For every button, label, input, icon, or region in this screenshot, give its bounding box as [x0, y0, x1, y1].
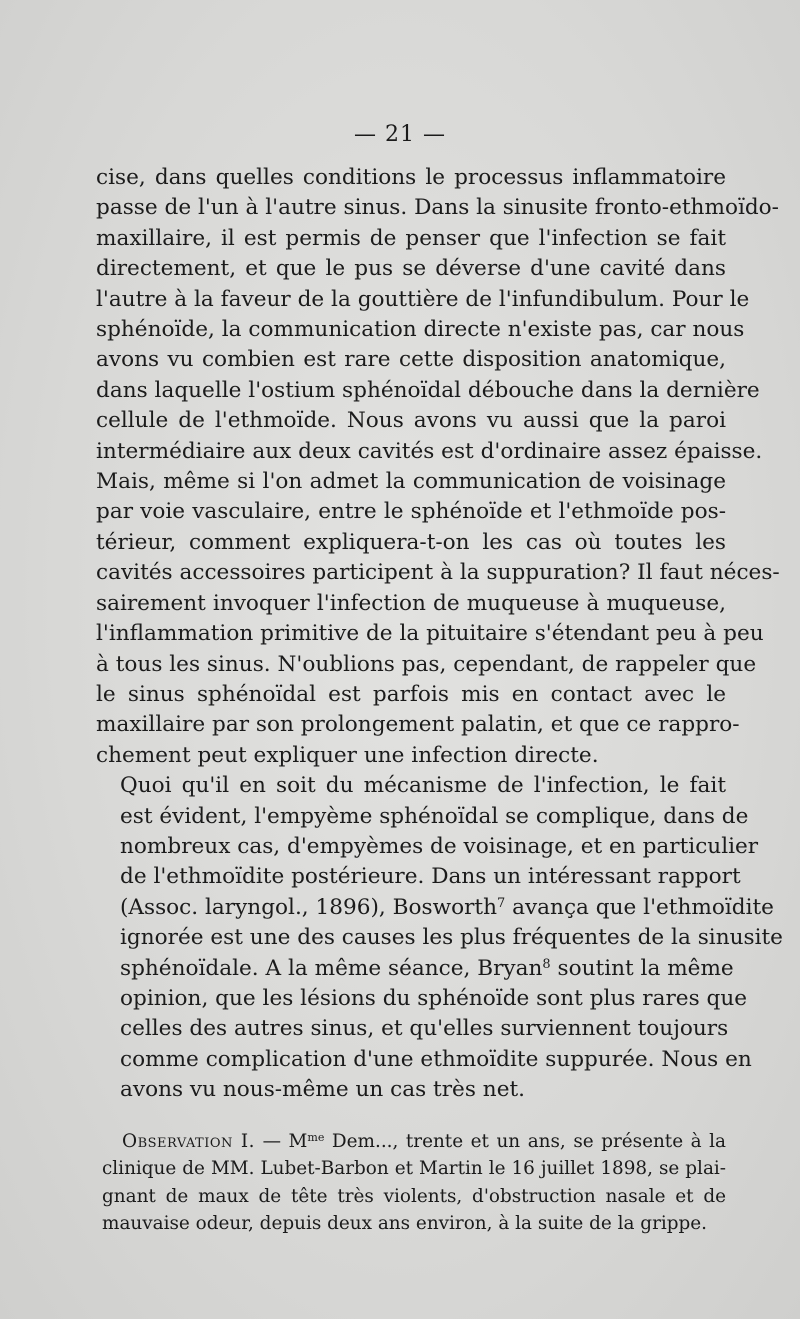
text-line: dans laquelle l'ostium sphénoïdal débouche dans la dernière [96, 377, 760, 403]
text-line: maxillaire, il est permis de penser que l'infection se fait [96, 225, 726, 251]
text-line: opinion, que les lésions du sphénoïde sont plus rares que [120, 985, 748, 1011]
text-line: l'inflammation primitive de la pituitaire s'étendant peu à peu [96, 621, 764, 647]
text-line: avons vu combien est rare cette disposition anatomique, [96, 347, 726, 373]
text-line: nombreux cas, d'empyèmes de voisinage, et en particulier [120, 833, 759, 859]
text-line: intermédiaire aux deux cavités est d'ordinaire assez épaisse. [96, 438, 763, 464]
text-line: chement peut expliquer une infection directe. [96, 742, 599, 768]
text-line: par voie vasculaire, entre le sphénoïde et l'ethmoïde pos- [96, 499, 726, 525]
observation-block [102, 1128, 726, 1238]
paragraph-1 [96, 163, 780, 771]
text-line: ignorée est une des causes les plus fréquentes de la sinusite [120, 925, 783, 951]
observation-line [102, 1128, 726, 1155]
text-line-with-footnote [96, 893, 774, 923]
text-line: avons vu nous-même un cas très net. [120, 1077, 526, 1103]
text-segment: Dem..., trente et un ans, se présente à la [324, 1131, 726, 1152]
text-line: est évident, l'empyème sphénoïdal se complique, dans de [120, 803, 749, 829]
title-abbrev: me [307, 1130, 325, 1144]
paragraph-2 [96, 771, 783, 1105]
text-line: maxillaire par son prolongement palatin, et que ce rappro- [96, 712, 740, 738]
text-line: le sinus sphénoïdal est parfois mis en contact avec le [96, 681, 726, 707]
page-number: — 21 — [354, 122, 446, 147]
text-line: cellule de l'ethmoïde. Nous avons vu aussi que la paroi [96, 408, 726, 434]
text-line: de l'ethmoïdite postérieure. Dans un intéressant rapport [120, 864, 741, 890]
observation-label: Observation I. [122, 1131, 256, 1152]
text-line: Quoi qu'il en soit du mécanisme de l'infection, le fait [120, 773, 726, 799]
text-line: comme complication d'une ethmoïdite suppurée. Nous en [120, 1046, 752, 1072]
text-line: directement, et que le pus se déverse d'une cavité dans [96, 256, 726, 282]
text-line: sphénoïde, la communication directe n'existe pas, car nous [96, 317, 745, 343]
observation-line: mauvaise odeur, depuis deux ans environ, à la suite de la grippe. [102, 1213, 708, 1235]
observation-line: gnant de maux de tête très violents, d'obstruction nasale et de [102, 1185, 726, 1207]
text-segment: sphénoïdale. A la même séance, Bryan [120, 955, 543, 981]
text-line: passe de l'un à l'autre sinus. Dans la sinusite fronto-ethmoïdo- [96, 195, 779, 221]
text-line: térieur, comment expliquera-t-on les cas où toutes les [96, 529, 726, 555]
text-line-with-footnote [96, 954, 734, 984]
text-segment: — M [255, 1131, 308, 1152]
footnote-ref-7: 7 [496, 895, 506, 911]
observation-line: clinique de MM. Lubet-Barbon et Martin le 16 juillet 1898, se plai- [102, 1158, 726, 1180]
text-line: sairement invoquer l'infection de muqueuse à muqueuse, [96, 590, 726, 616]
text-segment: soutint la même [550, 955, 734, 981]
text-line: l'autre à la faveur de la gouttière de l'infundibulum. Pour le [96, 286, 750, 312]
text-segment: avança que l'ethmoïdite [505, 894, 774, 920]
text-line: cise, dans quelles conditions le processus inflammatoire [96, 165, 726, 190]
text-line: à tous les sinus. N'oublions pas, cependant, de rappeler que [96, 651, 757, 677]
text-line: celles des autres sinus, et qu'elles surviennent toujours [120, 1016, 729, 1042]
text-line: Mais, même si l'on admet la communication de voisinage [96, 469, 726, 495]
text-line: cavités accessoires participent à la suppuration? Il faut néces- [96, 560, 780, 586]
main-text [96, 163, 783, 1106]
footnote-ref-8: 8 [542, 956, 551, 972]
text-segment: (Assoc. laryngol., 1896), Bosworth [120, 894, 497, 920]
